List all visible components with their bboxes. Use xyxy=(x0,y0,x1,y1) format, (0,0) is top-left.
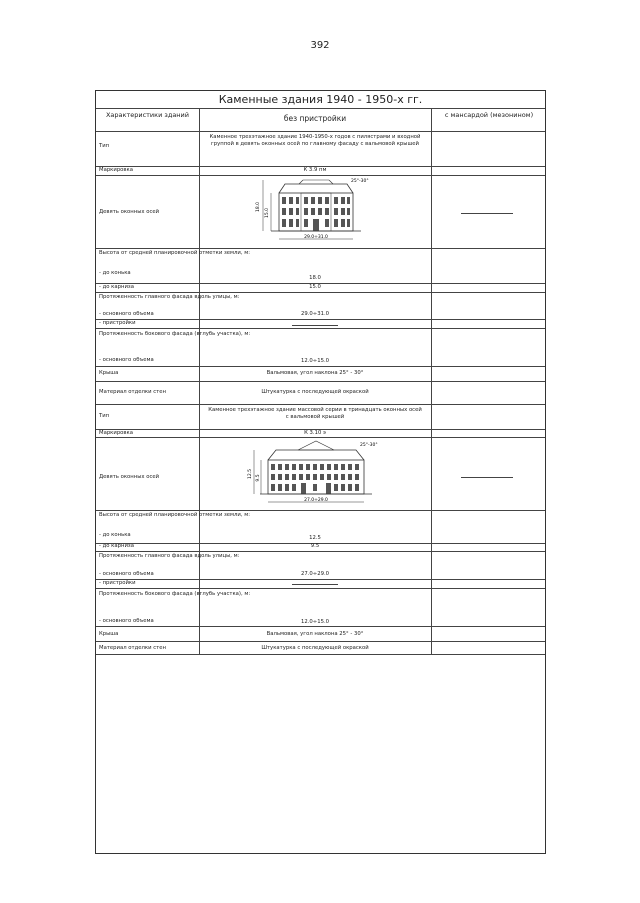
cornice-label: - до карниза xyxy=(99,543,134,549)
row-line xyxy=(96,328,545,329)
header-mansard: с мансардой (мезонином) xyxy=(444,111,534,119)
dim-height-ridge: 18.0 xyxy=(256,201,261,213)
empty-value-line xyxy=(292,325,338,326)
row-line xyxy=(96,404,545,405)
side-main-value: 12.0÷15.0 xyxy=(300,358,330,364)
building-table xyxy=(95,90,546,854)
dim-width: 27.0÷29.0 xyxy=(304,498,328,503)
row-line xyxy=(96,319,545,320)
table-title: Каменные здания 1940 - 1950-х гг. xyxy=(218,93,423,106)
type-value: Каменное трехэтажное здание массовой серии в тринадцать оконных осей с вальмовой крышей xyxy=(208,407,422,420)
side-main-label: - основного объема xyxy=(99,618,154,624)
row-line xyxy=(96,175,545,176)
row-line xyxy=(96,551,545,552)
row-line xyxy=(96,381,545,382)
height-label: Высота от средней планировочной отметки земли, м: xyxy=(99,512,251,518)
mark-label: Маркировка xyxy=(99,430,133,436)
front-main-label: - основного объема xyxy=(99,571,154,577)
mark-value: К 3.10 э xyxy=(304,430,326,436)
ridge-label: - до конька xyxy=(99,270,131,276)
ridge-value: 12.5 xyxy=(309,535,321,541)
row-line xyxy=(96,108,545,109)
empty-value-line xyxy=(292,584,338,585)
building-elevation-drawing xyxy=(251,177,381,247)
material-value: Штукатурка с последующей окраской xyxy=(261,645,369,651)
material-label: Материал отделки стен xyxy=(99,645,166,651)
dim-roof-angle: 25°-30° xyxy=(360,443,378,448)
row-line xyxy=(96,292,545,293)
side-main-label: - основного объема xyxy=(99,357,154,363)
front-main-value: 29.0÷31.0 xyxy=(300,311,330,317)
row-line xyxy=(96,626,545,627)
type-value: Каменное трехэтажное здание 1940-1950-х годов с пилястрами и входной группой в девять оконных осей по главному фасаду с вальмовой крышей xyxy=(209,134,421,147)
dim-width: 29.0÷31.0 xyxy=(304,235,328,240)
row-line xyxy=(96,641,545,642)
empty-value-line xyxy=(461,477,513,478)
ridge-value: 18.0 xyxy=(309,275,321,281)
front-main-value: 27.0÷29.0 xyxy=(300,571,330,577)
front-ext-label: - пристройки xyxy=(99,320,136,326)
material-value: Штукатурка с последующей окраской xyxy=(261,389,369,395)
mark-label: Маркировка xyxy=(99,167,133,173)
page-number: 392 xyxy=(310,40,330,51)
mark-value: К 3.9 пм xyxy=(303,167,327,173)
side-label: Протяженность бокового фасада (вглубь участка), м: xyxy=(99,331,251,337)
row-line xyxy=(96,588,545,589)
axes-label: Девять оконных осей xyxy=(99,474,160,480)
front-label: Протяженность главного фасада вдоль улицы, м: xyxy=(99,553,240,559)
row-line xyxy=(96,366,545,367)
side-main-value: 12.0÷15.0 xyxy=(300,619,330,625)
cornice-label: - до карниза xyxy=(99,284,134,290)
material-label: Материал отделки стен xyxy=(99,389,166,395)
header-no-extension: без пристройки xyxy=(283,114,347,123)
dim-height-ridge: 12.5 xyxy=(248,468,253,480)
row-line xyxy=(96,579,545,580)
axes-label: Девять оконных осей xyxy=(99,209,160,215)
dim-height-cornice: 15.0 xyxy=(265,207,270,219)
building-elevation-drawing xyxy=(246,438,386,510)
height-label: Высота от средней планировочной отметки земли, м: xyxy=(99,250,251,256)
front-main-label: - основного объема xyxy=(99,311,154,317)
cornice-value: 15.0 xyxy=(309,284,321,290)
header-characteristics: Характеристики зданий xyxy=(105,111,190,119)
roof-value: Вальмовая, угол наклона 25° - 30° xyxy=(266,370,364,376)
type-label: Тип xyxy=(99,413,110,419)
dim-height-cornice: 9.5 xyxy=(256,474,261,482)
roof-value: Вальмовая, угол наклона 25° - 30° xyxy=(266,631,364,637)
row-line xyxy=(96,654,545,655)
cornice-value: 9.5 xyxy=(310,543,320,549)
empty-value-line xyxy=(461,213,513,214)
roof-label: Крыша xyxy=(99,631,119,637)
row-line xyxy=(96,248,545,249)
side-label: Протяженность бокового фасада (вглубь участка), м: xyxy=(99,591,251,597)
row-line xyxy=(96,131,545,132)
front-ext-label: - пристройки xyxy=(99,580,136,586)
dim-roof-angle: 25°-30° xyxy=(351,179,369,184)
type-label: Тип xyxy=(99,143,110,149)
ridge-label: - до конька xyxy=(99,532,131,538)
roof-label: Крыша xyxy=(99,370,119,376)
front-label: Протяженность главного фасада вдоль улицы, м: xyxy=(99,294,240,300)
row-line xyxy=(96,510,545,511)
